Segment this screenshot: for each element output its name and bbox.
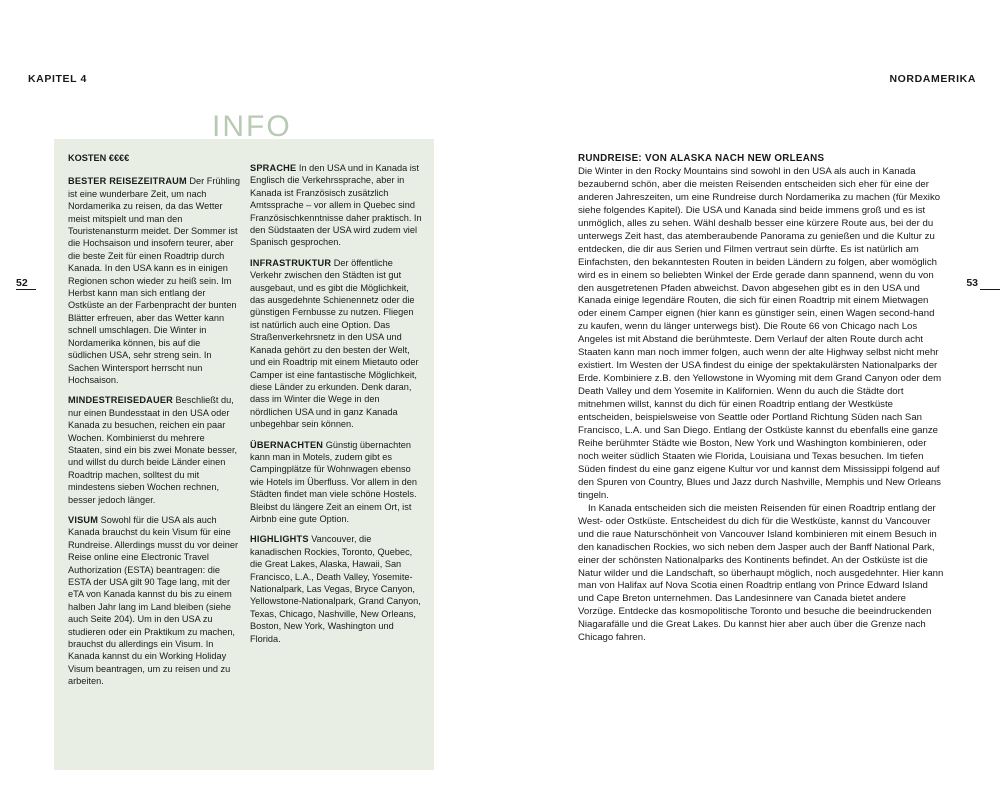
highlights-text: Vancouver, die kanadischen Rockies, Toronto, Quebec, die Great Lakes, Alaska, Hawaii, San Francisco, L.A., Death Valley, Yosemite-Nationalpark, Las Vegas, Bryce Canyon, Yellowstone-Nationalpark, Grand Canyon, Texas, Chicago, Nashville, New Orleans, Boston, New York, Washington und Florida. [250, 534, 421, 644]
dauer-label: MINDESTREISEDAUER [68, 395, 173, 406]
info-title: INFO [212, 110, 292, 143]
page-number-right: 53 [966, 277, 978, 289]
info-column-right [250, 162, 422, 645]
article-paragraph-2: In Kanada entscheiden sich die meisten Reisenden für einen Roadtrip entlang der West- oder Ostküste. Entscheidest du dich für die Westküste, kannst du Vancouver und die raue Naturschönheit von Vancouver Island kombinieren mit einem Besuch in den kanadischen Rockies, wo sich neben dem Jasper auch der Banff National Park, einer der schönsten Nationalparks des Kontinents befindet. An der Ostküste ist die Natur wilder und die Landschaft, so überhaupt möglich, noch ausgedehnter. Hier kann man von Halifax auf Nova Scotia einen Roadtrip entlang von Prince Edward Island und Cape Breton unternehmen. Das Landesinnere van Canada bietet andere Vorzüge. Entdecke das kosmopolitische Toronto und besuche die beeindruckenden Niagarafälle und die Great Lakes. Du kannst hier aber auch über die Grenze nach Chicago fahren. [578, 502, 944, 644]
sprache-label: SPRACHE [250, 163, 297, 173]
reisezeit-text: Der Frühling ist eine wunderbare Zeit, um nach Nordamerika zu reisen, da das Wetter meist mitspielt und man den Touristenansturm meidet. Der Sommer ist die Hochsaison und insofern teurer, aber die beste Zeit für einen Roadtrip durch Kanada. In den USA kann es in einigen Regionen schon wieder zu heiß sein. Im Herbst kann man sich entlang der Ostküste an der Farbenpracht der bunten Blätter erfreuen, aber das Wetter kann schnell umschlagen. Die Winter in Nordamerika können, bis auf die südlichen USA, sehr streng sein. In Sachen Wintersport herrscht nun Hochsaison. [68, 176, 240, 385]
visum-text: Sowohl für die USA als auch Kanada brauchst du kein Visum für eine Rundreise. Allerdings musst du vor deiner Reise online eine Electronic Travel Authorization (ESTA) beantragen: die ESTA der USA gilt 90 Tage lang, mit der eTA von Kanada kannst du bis zu einem halben Jahr lang im Land bleiben (siehe auch Seite 204). Um in den USA zu studieren oder ein Praktikum zu machen, brauchst du allerdings ein Visum. In Kanada kannst du ein Working Holiday Visum beantragen, um zu reisen und zu arbeiten. [68, 514, 239, 687]
highlights-block [250, 533, 422, 645]
visum-block [68, 514, 240, 688]
page-number-left: 52 [16, 277, 28, 289]
infra-text: Der öffentliche Verkehr zwischen den Städten ist gut ausgebaut, und es gibt die Möglichkeit, das ausgedehnte Schienennetz oder die günstigen Fernbusse zu nutzen. Fliegen ist natürlich auch eine Option. Das Straßenverkehrsnetz in den USA und Kanada gehört zu den besten der Welt, und ein Roadtrip mit einem Mietauto oder Camper ist eine fantastische Möglichkeit, diese Länder zu erkunden. Denk daran, dass im Winter die Wege in den nördlichen USA und in ganz Kanada unbegehbar sein können. [250, 257, 419, 430]
uebernachten-block [250, 439, 422, 526]
reisezeit-label: BESTER REISEZEITRAUM [68, 176, 187, 187]
page-number-rule-right [980, 289, 1000, 290]
article [578, 153, 944, 645]
kosten-line: KOSTEN €€€€ [68, 153, 130, 163]
sprache-block [250, 162, 422, 249]
uebernachten-label: ÜBERNACHTEN [250, 439, 324, 450]
sprache-text: In den USA und in Kanada ist Englisch die Verkehrssprache, aber in Kanada ist Französisch zusätzlich Amtssprache – vor allem in Quebec sind Französischkenntnisse daher praktisch. In den Südstaaten der USA wird zudem viel Spanisch gesprochen. [250, 163, 422, 248]
article-heading: RUNDREISE: VON ALASKA NACH NEW ORLEANS [578, 153, 825, 164]
dauer-text: Beschließt du, nur einen Bundesstaat in den USA oder Kanada zu besuchen, reichen ein paar Wochen. Kombinierst du mehrere Staaten, sind ein bis zwei Monate besser, und willst du durch beide Länder einen Roadtrip machen, solltest du mit mindestens sieben Wochen rechnen, besser jedoch länger. [68, 395, 238, 505]
dauer-block [68, 394, 240, 506]
section-label: NORDAMERIKA [889, 73, 976, 85]
infra-block [250, 257, 422, 431]
infra-label: INFRASTRUKTUR [250, 257, 332, 268]
visum-label: VISUM [68, 514, 99, 525]
uebernachten-text: Günstig übernachten kann man in Motels, zudem gibt es Campingplätze für Wohnwagen ebenso wie Hotels im Überfluss. Vor allem in den Städten findet man viele schöne Hostels. Bleibst du längere Zeit an einem Ort, ist Airbnb eine gute Option. [250, 439, 417, 524]
chapter-label: KAPITEL 4 [28, 73, 87, 85]
article-paragraph-1: Die Winter in den Rocky Mountains sind sowohl in den USA als auch in Kanada bezaubernd schön, aber die meisten Reisenden entscheiden sich eher für eine der anderen Jahreszeiten, um eine Rundreise durch Nordamerika zu machen (für Mexiko siehe folgendes Kapitel). Die USA und Kanada sind beide immens groß und es ist unmöglich, alles zu sehen. Wähl deshalb besser eine kürzere Route aus, bei der du unterwegs Zeit hast, das atemberaubende Panorama zu genießen und die Kultur zu entdecken, die dir aus Serien und Filmen vertraut sein dürfte. Es ist natürlich am Einfachsten, den bekanntesten Routen in beiden Ländern zu folgen, aber womöglich wird es in einem so beliebten Winkel der Erde gerade dann spannend, wenn du von den ausgetretenen Pfaden abweichst. Davon abgesehen gibt es in den USA und Kanada einige legendäre Routen, die sich für einen Roadtrip mit einem Mietwagen oder einem Camper eignen (hier kann es günstiger sein, einen Wagen second-hand zu kaufen, wenn du länger unterwegs bist). Die Route 66 von Chicago nach Los Angeles ist mit Abstand die berühmteste. Dem Verlauf der alten Route durch acht Staaten kann man noch immer folgen, auch wenn der alte Highway selbst nicht mehr existiert. Im Westen der USA findest du einige der spektakulärsten Nationalparks der Erde. Kombiniere z.B. den Yellowstone in Wyoming mit dem Grand Canyon oder dem Death Valley und dem Yosemite in Kalifornien. Wenn du auch die Städte dort mitnehmen willst, kannst du dich für einen Roadtrip entlang der Westküste entscheiden, beispielsweise von Seattle oder Portland Richtung Süden nach San Francisco, L.A. und San Diego. Entlang der Ostküste kannst du ebenfalls eine ganze Reihe berühmter Städte wie Boston, New York und Washington kombinieren, oder noch weiter südlich Staaten wie Florida, Louisiana und Texas besuchen. Im tiefen Süden findest du eine ganz eigene Kultur vor und kannst dem Mississippi folgend auf den Spuren von Country, Blues und Jazz durch Nashville, Memphis und New Orleans tingeln. [578, 165, 942, 501]
page-number-rule-left [16, 289, 36, 290]
info-column-left [68, 152, 240, 688]
reisezeit-block [68, 175, 240, 386]
highlights-label: HIGHLIGHTS [250, 534, 309, 545]
